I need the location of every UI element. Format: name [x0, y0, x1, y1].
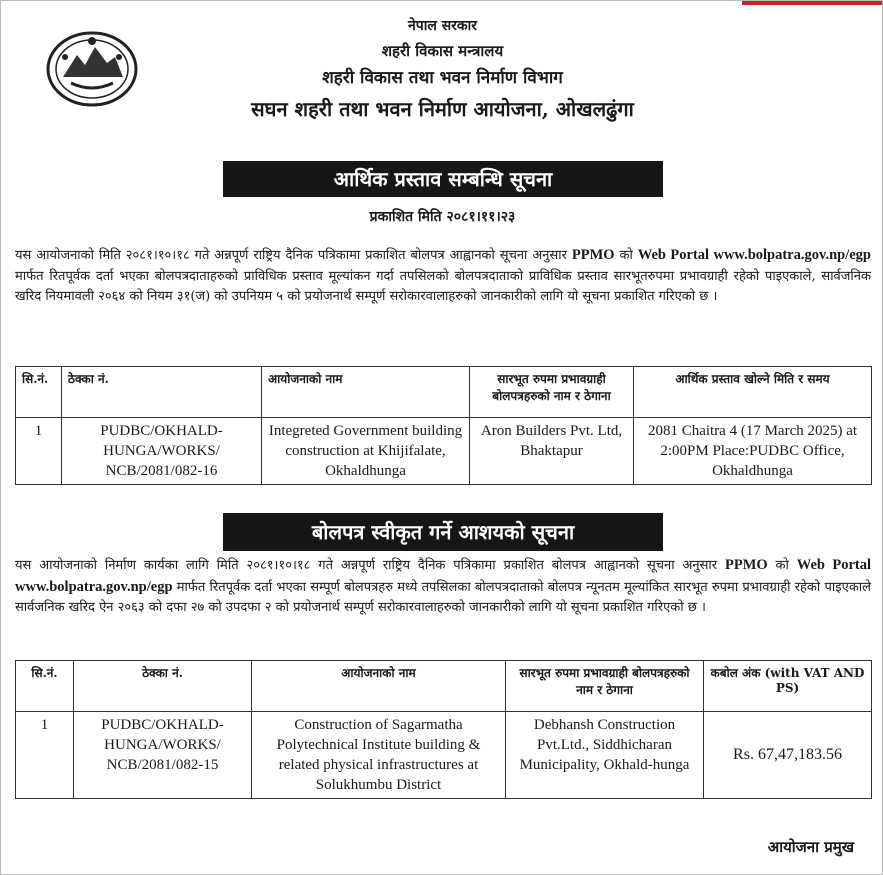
section2-banner: बोलपत्र स्वीकृत गर्ने आशयको सूचना	[223, 513, 663, 551]
cell-sn: 1	[16, 418, 62, 485]
header-line-2: शहरी विकास मन्त्रालय	[381, 42, 504, 60]
col-header-bidder: सारभूत रुपमा प्रभावग्राही बोलपत्रहरुको नाम र ठेगाना	[470, 367, 634, 418]
cell-project: Construction of Sagarmatha Polytechnical Institute building & related physical infrastructures at Solukhumbu District	[252, 712, 506, 799]
col-header-project: आयोजनाको नाम	[252, 661, 506, 712]
section2-para-c: मार्फत रितपूर्वक दर्ता भएका सम्पूर्ण बोलपत्रहरु मध्ये तपसिलका बोलपत्रदाताको बोलपत्र न्यूनतम मूल्यांकित सारभूत रुपमा प्रभावग्राही रहेको पाइएकाले सार्वजनिक खरिद ऐन २०६३ को दफा २७ को उपदफा २ को प्रयोजनार्थ सम्पूर्ण सरोकारवालाहरुको जानकारीको लागि यो सूचना प्रकाशित गरिएको छ ।	[15, 579, 871, 615]
section1-para-b: को	[614, 248, 638, 263]
signoff: आयोजना प्रमुख	[767, 838, 854, 856]
col-header-sn: सि.नं.	[16, 661, 74, 712]
published-date: प्रकाशित मिति २०८१।११।२३	[369, 209, 516, 225]
section1-para-a: यस आयोजनाको मिति २०८१।१०।१८ गते अन्नपूर्ण राष्ट्रिय दैनिक पत्रिकामा प्रकाशित बोलपत्र आह्वानको सूचना अनुसार	[15, 248, 572, 263]
cell-project: Integreted Government building construction at Khijifalate, Okhaldhunga	[262, 418, 470, 485]
section1-ppmo: PPMO	[571, 247, 615, 263]
col-header-contract: ठेक्का नं.	[62, 367, 262, 418]
cell-bidder: Aron Builders Pvt. Ltd, Bhaktapur	[470, 418, 634, 485]
header-line-3: शहरी विकास तथा भवन निर्माण विभाग	[322, 68, 563, 88]
cell-bidder: Debhansh Construction Pvt.Ltd., Siddhicharan Municipality, Okhald-hunga	[506, 712, 704, 799]
col-header-bidder: सारभूत रुपमा प्रभावग्राही बोलपत्रहरुको नाम र ठेगाना	[506, 661, 704, 712]
col-header-amount: कबोल अंक (with VAT AND PS)	[704, 661, 872, 712]
section2-ppmo: PPMO	[725, 557, 768, 573]
section1-banner: आर्थिक प्रस्ताव सम्बन्धि सूचना	[223, 161, 663, 197]
table-row	[16, 418, 872, 485]
col-header-opening: आर्थिक प्रस्ताव खोल्ने मिति र समय	[634, 367, 872, 418]
header-line-4: सघन शहरी तथा भवन निर्माण आयोजना, ओखलढुंगा	[251, 97, 634, 121]
section1-paragraph	[15, 245, 871, 308]
header-line-1: नेपाल सरकार	[407, 18, 477, 34]
col-header-sn: सि.नं.	[16, 367, 62, 418]
cell-contract: PUDBC/OKHALD-HUNGA/WORKS/ NCB/2081/082-15	[74, 712, 252, 799]
financial-proposal-table	[15, 366, 872, 485]
cell-opening: 2081 Chaitra 4 (17 March 2025) at 2:00PM Place:PUDBC Office, Okhaldhunga	[634, 418, 872, 485]
col-header-contract: ठेक्का नं.	[74, 661, 252, 712]
section2-para-a: यस आयोजनाको निर्माण कार्यका लागि मिति २०८१।१०।१८ गते अन्नपूर्ण राष्ट्रिय दैनिक पत्रिकामा प्रकाशित बोलपत्र आह्वानको सूचना अनुसार	[15, 558, 725, 573]
corner-mark	[742, 1, 882, 5]
table-header-row	[16, 661, 872, 712]
section2-paragraph	[15, 555, 871, 619]
section1-para-c: मार्फत रितपूर्वक दर्ता भएका बोलपत्रदाताहरुको प्राविधिक प्रस्ताव मूल्यांकन गर्दा तपसिलको बोलपत्रदाताको प्राविधिक प्रस्ताव सारभूतरुपमा प्रभावग्राही रहेको पाइएकाले, सार्वजनिक खरिद नियमावली २०६४ को नियम ३१(ज) को उपनियम ५ को प्रयोजनार्थ सम्पूर्ण सरोकारवालाहरुको जानकारीको लागि यो सूचना प्रकाशित गरिएको छ ।	[15, 268, 871, 304]
table-header-row	[16, 367, 872, 418]
table-row	[16, 712, 872, 799]
section2-web-portal: Web Portal www.bolpatra.gov.np/egp	[15, 557, 871, 595]
section2-para-b: को	[767, 558, 797, 573]
cell-contract: PUDBC/OKHALD-HUNGA/WORKS/ NCB/2081/082-16	[62, 418, 262, 485]
cell-sn: 1	[16, 712, 74, 799]
col-header-project: आयोजनाको नाम	[262, 367, 470, 418]
cell-amount: Rs. 67,47,183.56	[704, 712, 872, 799]
intent-to-award-table	[15, 660, 872, 799]
section1-web-portal: Web Portal www.bolpatra.gov.np/egp	[637, 247, 871, 263]
